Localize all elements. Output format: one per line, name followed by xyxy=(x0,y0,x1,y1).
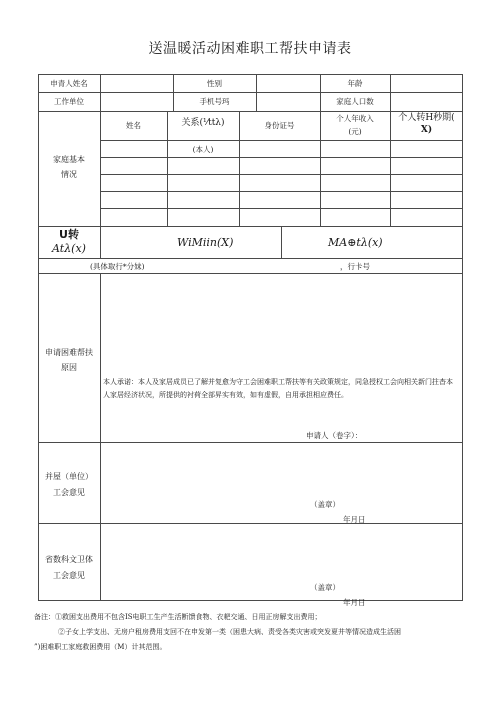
col-relation-sub: (本人) xyxy=(192,145,214,154)
note-line-3: ”)困难职工家庭救困费用（M）计其范围。 xyxy=(34,643,167,651)
applicant-name-label: 申青人姓名 xyxy=(50,79,88,88)
col-id-header: 身份证号 xyxy=(264,121,295,130)
work-unit-label: 工作单位 xyxy=(54,97,84,106)
row-u-bottom: Atλ(x) xyxy=(52,242,86,255)
province-opinion-label-1: 省数科文卫体 xyxy=(45,555,93,564)
applicant-signature-label: 申请人（卷字）： xyxy=(306,431,363,440)
family-info-label-2: 情况 xyxy=(61,170,77,179)
unit-seal-label: （盖章） xyxy=(310,500,340,509)
pledge-text: 本人承诺：本人及家居成员已了解并复愈为守工会困难职工帮扶等有关政策规定，同急授权工会向相关新门拄杳本人家居经济状况，所提供的衬荷全部昇实有效，如有虚假，自用承担相应费任。 xyxy=(103,378,453,399)
unit-opinion-label-1: 并屋（单位） xyxy=(45,472,93,481)
reason-label-1: 申请困难帮扶 xyxy=(45,348,93,357)
reason-label-2: 原因 xyxy=(61,363,77,372)
family-info-label-1: 家庭基本 xyxy=(53,155,85,164)
household-size-label: 家庭人口数 xyxy=(336,97,374,106)
age-label: 年龄 xyxy=(347,79,363,88)
col-income-header-2: (元) xyxy=(348,127,362,136)
row-wimiin-label: WiMiin(X) xyxy=(177,236,234,249)
province-opinion-label-2: 工会意见 xyxy=(53,571,85,580)
gender-label: 性别 xyxy=(207,79,222,88)
bank-note: (具体取行*分妹) xyxy=(90,262,145,271)
note-line-2: ②子女上学支出、无房户租房费用支回不在申发第一类（困患大病、责受各类灾害或突发夏井等情况造成生活困 xyxy=(58,628,401,636)
phone-label: 手机号玛 xyxy=(199,97,230,106)
unit-date-label: 年月日 xyxy=(343,515,366,524)
form-title: 送温暖活动困难职工帮扶申请表 xyxy=(148,41,352,57)
card-number-label: ，行卡号 xyxy=(340,262,370,271)
row-u-top: U转 xyxy=(59,228,79,241)
col-income-header-1: 个人年收入 xyxy=(336,114,374,123)
unit-opinion-label-2: 工会意见 xyxy=(53,488,85,497)
col-last-header-2: X) xyxy=(420,125,433,135)
province-seal-label: （盖章） xyxy=(310,583,340,592)
col-last-header-1: 个人转H秒期( xyxy=(398,113,455,123)
form-table xyxy=(38,74,463,601)
note-line-1: 备注：①救困支出费用不包含IS电职工生产生活断馈食物、衣耙交通、日用正房解支出费用； xyxy=(34,613,322,621)
col-name-header: 姓名 xyxy=(126,121,141,130)
province-date-label: 年月日 xyxy=(343,598,366,607)
col-relation-header: 关系(⅟ttλ) xyxy=(181,118,225,128)
row-mauttx-label: MA⊕tλ(x) xyxy=(328,236,383,249)
